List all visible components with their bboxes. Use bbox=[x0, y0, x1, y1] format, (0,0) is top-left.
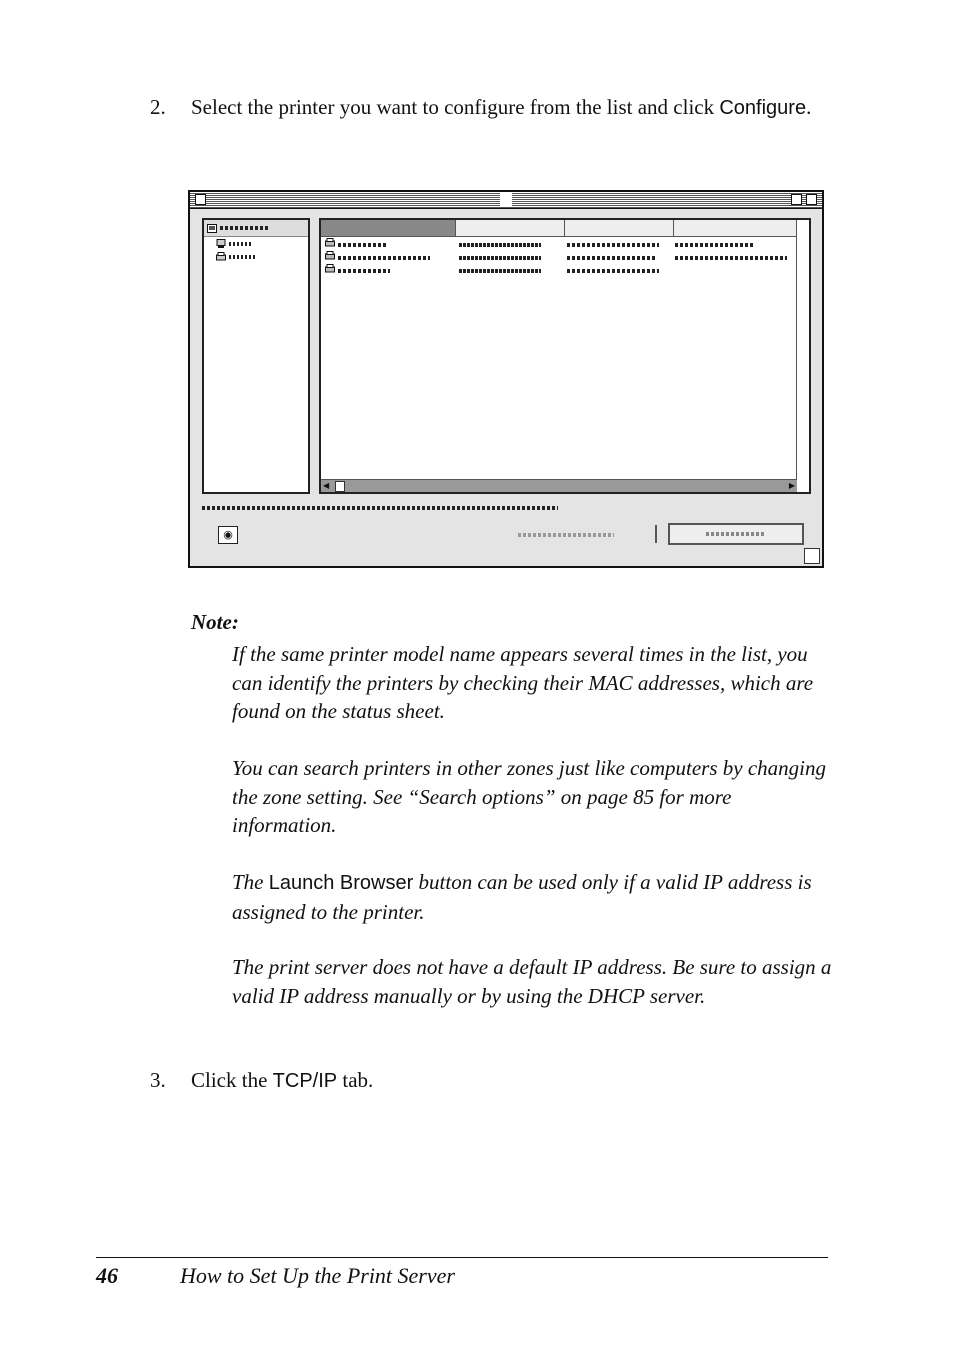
table-row[interactable] bbox=[321, 238, 797, 251]
launch-browser-term: Launch Browser bbox=[268, 872, 414, 894]
horizontal-scrollbar[interactable] bbox=[321, 479, 797, 492]
close-box-icon bbox=[195, 194, 206, 205]
step-text-before: Click the bbox=[191, 1068, 268, 1092]
help-icon: ◉ bbox=[223, 528, 233, 541]
network-icon bbox=[207, 224, 217, 233]
step-2 bbox=[150, 93, 850, 153]
table-row[interactable] bbox=[321, 251, 797, 264]
scroll-left-icon[interactable]: ◀ bbox=[323, 481, 330, 490]
help-button[interactable] bbox=[218, 526, 238, 544]
table-row[interactable] bbox=[321, 264, 797, 277]
printer-list-rows bbox=[321, 238, 797, 277]
step-text-before: Select the printer you want to configure from the list and click bbox=[191, 95, 715, 119]
note-paragraph: The print server does not have a default IP address. Be sure to assign a valid IP address manually or by using the DHCP server. bbox=[232, 955, 832, 1008]
scroll-thumb[interactable] bbox=[335, 481, 345, 492]
zone-list-pane bbox=[202, 218, 310, 494]
vertical-scrollbar[interactable] bbox=[796, 220, 809, 480]
launch-browser-button[interactable] bbox=[510, 525, 622, 545]
computer-icon bbox=[216, 239, 226, 248]
column-header[interactable] bbox=[456, 220, 565, 236]
printer-icon bbox=[216, 252, 226, 261]
step-text bbox=[191, 1066, 851, 1095]
footer-rule bbox=[96, 1257, 828, 1258]
zone-list-header bbox=[204, 220, 308, 237]
column-header[interactable] bbox=[565, 220, 674, 236]
printer-icon bbox=[325, 251, 335, 260]
zoom-box-icon bbox=[791, 194, 802, 205]
status-line bbox=[202, 503, 558, 512]
printer-list-header bbox=[321, 220, 797, 237]
button-separator bbox=[655, 525, 657, 543]
zone-item bbox=[204, 237, 308, 250]
zone-header-label bbox=[220, 226, 270, 230]
note-text: button can be used only if a valid IP address is assigned to the printer. bbox=[232, 870, 812, 924]
configure-term: Configure bbox=[719, 97, 807, 119]
note-paragraph: You can search printers in other zones just like computers by changing the zone setting. See “Search options” on page 85 for more information. bbox=[232, 756, 826, 837]
note-text: The bbox=[232, 870, 264, 894]
note-paragraph: If the same printer model name appears several times in the list, you can identify the printers by checking their MAC addresses, which are found on the status sheet. bbox=[232, 642, 814, 723]
note-heading: Note: bbox=[191, 610, 239, 634]
step-number: 2. bbox=[150, 95, 166, 119]
window-titlebar bbox=[190, 192, 822, 209]
column-header[interactable] bbox=[674, 220, 797, 236]
utility-window-screenshot bbox=[188, 190, 824, 568]
printer-list-pane[interactable] bbox=[319, 218, 811, 494]
printer-icon bbox=[325, 264, 335, 273]
collapse-box-icon bbox=[806, 194, 817, 205]
tcpip-term: TCP/IP bbox=[272, 1070, 338, 1092]
running-head: How to Set Up the Print Server bbox=[180, 1263, 455, 1288]
scroll-right-icon[interactable]: ▶ bbox=[788, 481, 795, 490]
configure-button[interactable] bbox=[668, 523, 804, 545]
page-number: 46 bbox=[96, 1263, 118, 1288]
step-text-after: . bbox=[806, 95, 812, 119]
zone-item bbox=[204, 250, 308, 263]
note-body bbox=[232, 640, 832, 1010]
window-title bbox=[500, 192, 512, 207]
printer-icon bbox=[325, 238, 335, 247]
step-text bbox=[191, 93, 851, 122]
resize-grow-box-icon[interactable] bbox=[804, 548, 820, 564]
step-number: 3. bbox=[150, 1068, 166, 1092]
column-header[interactable] bbox=[321, 220, 456, 236]
note-paragraph bbox=[232, 868, 832, 953]
step-3 bbox=[150, 1066, 850, 1096]
step-text-after: tab. bbox=[342, 1068, 374, 1092]
